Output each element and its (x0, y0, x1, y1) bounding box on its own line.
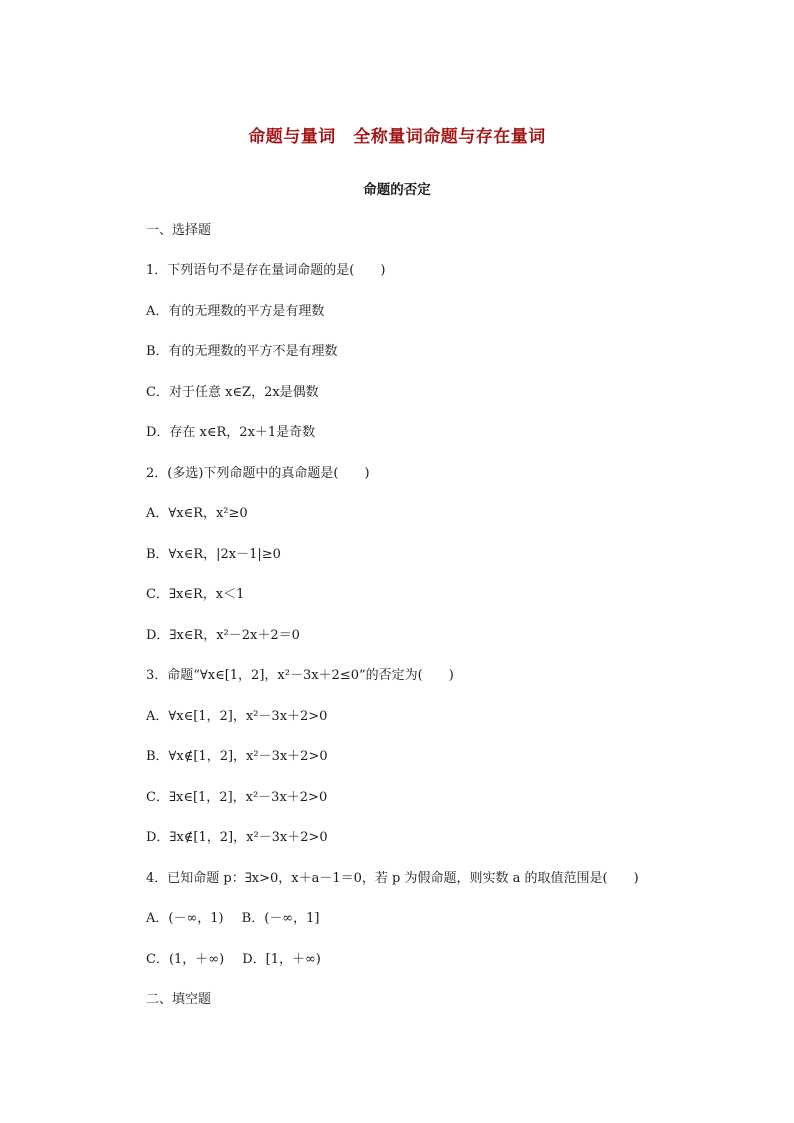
question-4-option-a: A．(－∞，1) (146, 911, 224, 926)
question-3-option-a: A．∀x∈[1，2]，x²－3x＋2>0 (146, 709, 328, 724)
question-3-option-d: D．∃x∉[1，2]，x²－3x＋2>0 (146, 830, 328, 845)
question-1-option-c: C．对于任意 x∈Z，2x是偶数 (146, 385, 319, 400)
question-2-option-a: A．∀x∈R，x²≥0 (146, 506, 248, 521)
question-2-option-b: B．∀x∈R，|2x－1|≥0 (146, 547, 281, 562)
question-3-option-b: B．∀x∉[1，2]，x²－3x＋2>0 (146, 749, 328, 764)
page-subtitle: 命题的否定 (363, 182, 431, 198)
question-4-option-b: B．(－∞，1] (241, 911, 320, 926)
question-4-options-row-1 (146, 911, 319, 927)
section-heading-fill: 二、填空题 (146, 992, 212, 1007)
question-2-option-c: C．∃x∈R，x＜1 (146, 587, 245, 602)
question-1-option-b: B．有的无理数的平方不是有理数 (146, 344, 338, 359)
section-heading-choice: 一、选择题 (146, 223, 212, 238)
question-4-option-c: C．(1，＋∞) (146, 952, 225, 967)
question-1-stem: 1．下列语句不是存在量词命题的是( ) (146, 263, 386, 278)
question-3-stem: 3．命题“∀x∈[1，2]，x²－3x＋2≤0”的否定为( ) (146, 668, 454, 683)
page-title: 命题与量词 全称量词命题与存在量词 (248, 127, 546, 147)
question-1-option-a: A．有的无理数的平方是有理数 (146, 304, 325, 319)
question-2-stem: 2．(多选)下列命题中的真命题是( ) (146, 466, 370, 481)
question-3-option-c: C．∃x∈[1，2]，x²－3x＋2>0 (146, 790, 328, 805)
question-1-option-d: D．存在 x∈R，2x＋1是奇数 (146, 425, 316, 440)
question-4-option-d: D．[1，＋∞) (242, 952, 321, 967)
question-2-option-d: D．∃x∈R，x²－2x＋2＝0 (146, 628, 300, 643)
question-4-options-row-2 (146, 952, 321, 968)
question-4-stem: 4．已知命题 p：∃x>0，x＋a－1＝0，若 p 为假命题，则实数 a 的取值范围是( ) (146, 871, 639, 886)
